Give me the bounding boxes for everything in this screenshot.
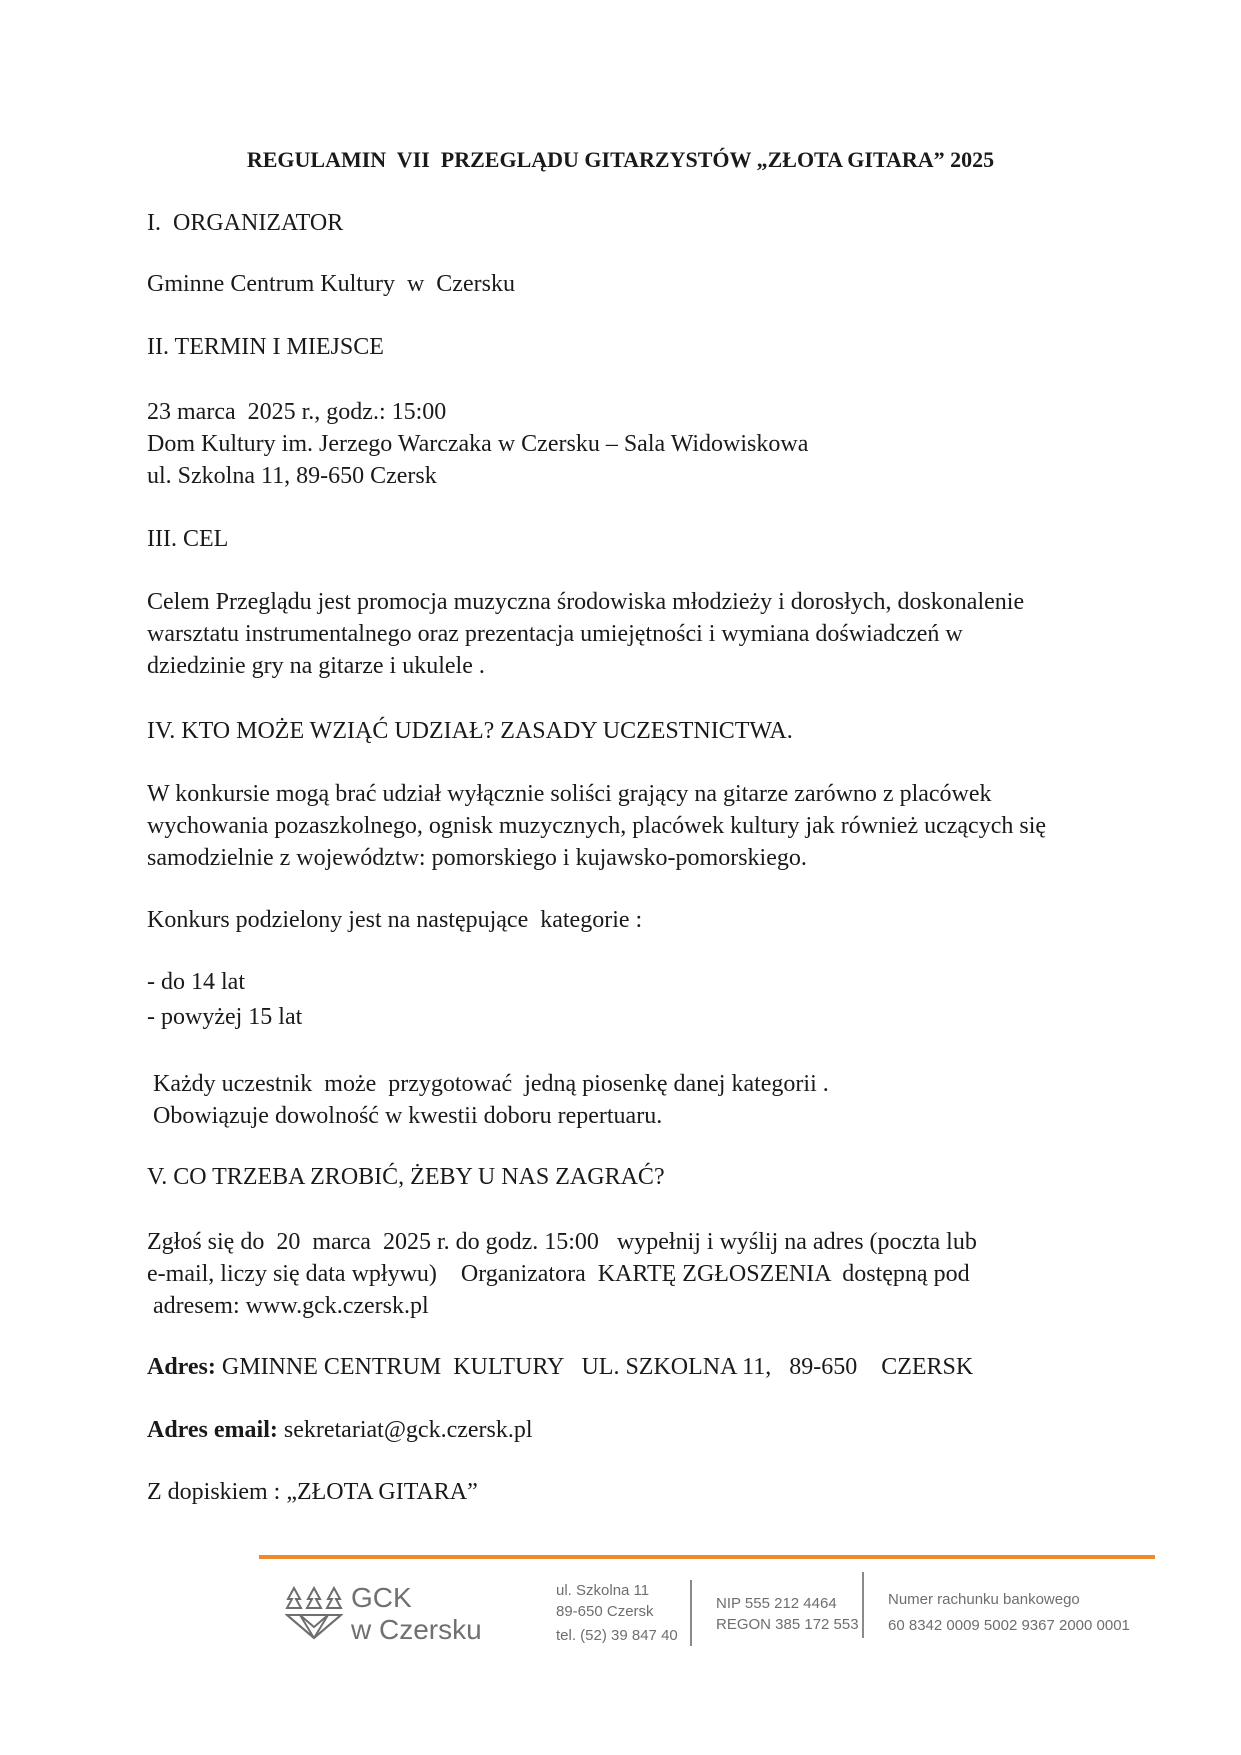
bank-account-label: Numer rachunku bankowego <box>888 1591 1080 1608</box>
footer-divider <box>259 1555 1155 1559</box>
participation-line: samodzielnie z województw: pomorskiego i kujawsko-pomorskiego. <box>147 845 807 871</box>
howto-line: adresem: www.gck.czersk.pl <box>147 1293 429 1319</box>
organizer-text: Gminne Centrum Kultury w Czersku <box>147 271 515 297</box>
trees-logo-icon <box>285 1586 343 1640</box>
section-goal-heading: III. CEL <box>147 526 229 552</box>
footer-separator <box>862 1572 864 1638</box>
goal-line: warsztatu instrumentalnego oraz prezentacja umiejętności i wymiana doświadczeń w <box>147 621 963 647</box>
address-value: GMINNE CENTRUM KULTURY UL. SZKOLNA 11, 89-650 CZERSK <box>215 1354 974 1380</box>
email-value[interactable]: sekretariat@gck.czersk.pl <box>277 1417 533 1443</box>
logo-text-gck: GCK <box>351 1582 412 1613</box>
footer-regon: REGON 385 172 553 <box>716 1616 859 1633</box>
category-item: - do 14 lat <box>147 969 245 995</box>
goal-line: Celem Przeglądu jest promocja muzyczna środowiska młodzieży i dorosłych, doskonalenie <box>147 589 1025 615</box>
email-label: Adres email: <box>147 1417 278 1443</box>
note-text: Z dopiskiem : „ZŁOTA GITARA” <box>147 1479 478 1505</box>
address-label: Adres: <box>147 1354 216 1380</box>
goal-line: dziedzinie gry na gitarze i ukulele . <box>147 653 485 679</box>
footer-nip: NIP 555 212 4464 <box>716 1595 837 1612</box>
rule-line: Obowiązuje dowolność w kwestii doboru repertuaru. <box>147 1103 663 1129</box>
howto-line: Zgłoś się do 20 marca 2025 r. do godz. 15:00 wypełnij i wyślij na adres (poczta lub <box>147 1229 977 1255</box>
footer-address-line: ul. Szkolna 11 <box>556 1582 650 1599</box>
category-item: - powyżej 15 lat <box>147 1004 303 1030</box>
logo-text-town: w Czersku <box>351 1614 482 1645</box>
email-address <box>147 1416 533 1445</box>
bank-account-number: 60 8342 0009 5002 9367 2000 0001 <box>888 1617 1130 1634</box>
section-participation-heading: IV. KTO MOŻE WZIĄĆ UDZIAŁ? ZASADY UCZESTNICTWA. <box>147 718 793 744</box>
participation-line: wychowania pozaszkolnego, ognisk muzycznych, placówek kultury jak również uczących się <box>147 813 1047 839</box>
categories-intro: Konkurs podzielony jest na następujące kategorie : <box>147 907 643 933</box>
document-title: REGULAMIN VII PRZEGLĄDU GITARZYSTÓW „ZŁOTA GITARA” 2025 <box>246 147 995 172</box>
howto-line: e-mail, liczy się data wpływu) Organizatora KARTĘ ZGŁOSZENIA dostępną pod <box>147 1261 970 1287</box>
section-organizer-heading: I. ORGANIZATOR <box>147 210 344 236</box>
event-address: ul. Szkolna 11, 89-650 Czersk <box>147 463 437 489</box>
participation-line: W konkursie mogą brać udział wyłącznie soliści grający na gitarze zarówno z placówek <box>147 781 992 807</box>
footer-logo <box>285 1580 555 1648</box>
rule-line: Każdy uczestnik może przygotować jedną piosenkę danej kategorii . <box>147 1071 829 1097</box>
event-venue: Dom Kultury im. Jerzego Warczaka w Czersku – Sala Widowiskowa <box>147 431 809 457</box>
section-howto-heading: V. CO TRZEBA ZROBIĆ, ŻEBY U NAS ZAGRAĆ? <box>147 1164 665 1190</box>
footer-address-line: 89-650 Czersk <box>556 1603 654 1620</box>
section-time-place-heading: II. TERMIN I MIEJSCE <box>147 334 384 360</box>
postal-address <box>147 1353 973 1382</box>
footer-separator <box>690 1580 692 1646</box>
footer-phone: tel. (52) 39 847 40 <box>556 1627 678 1644</box>
event-date: 23 marca 2025 r., godz.: 15:00 <box>147 399 447 425</box>
